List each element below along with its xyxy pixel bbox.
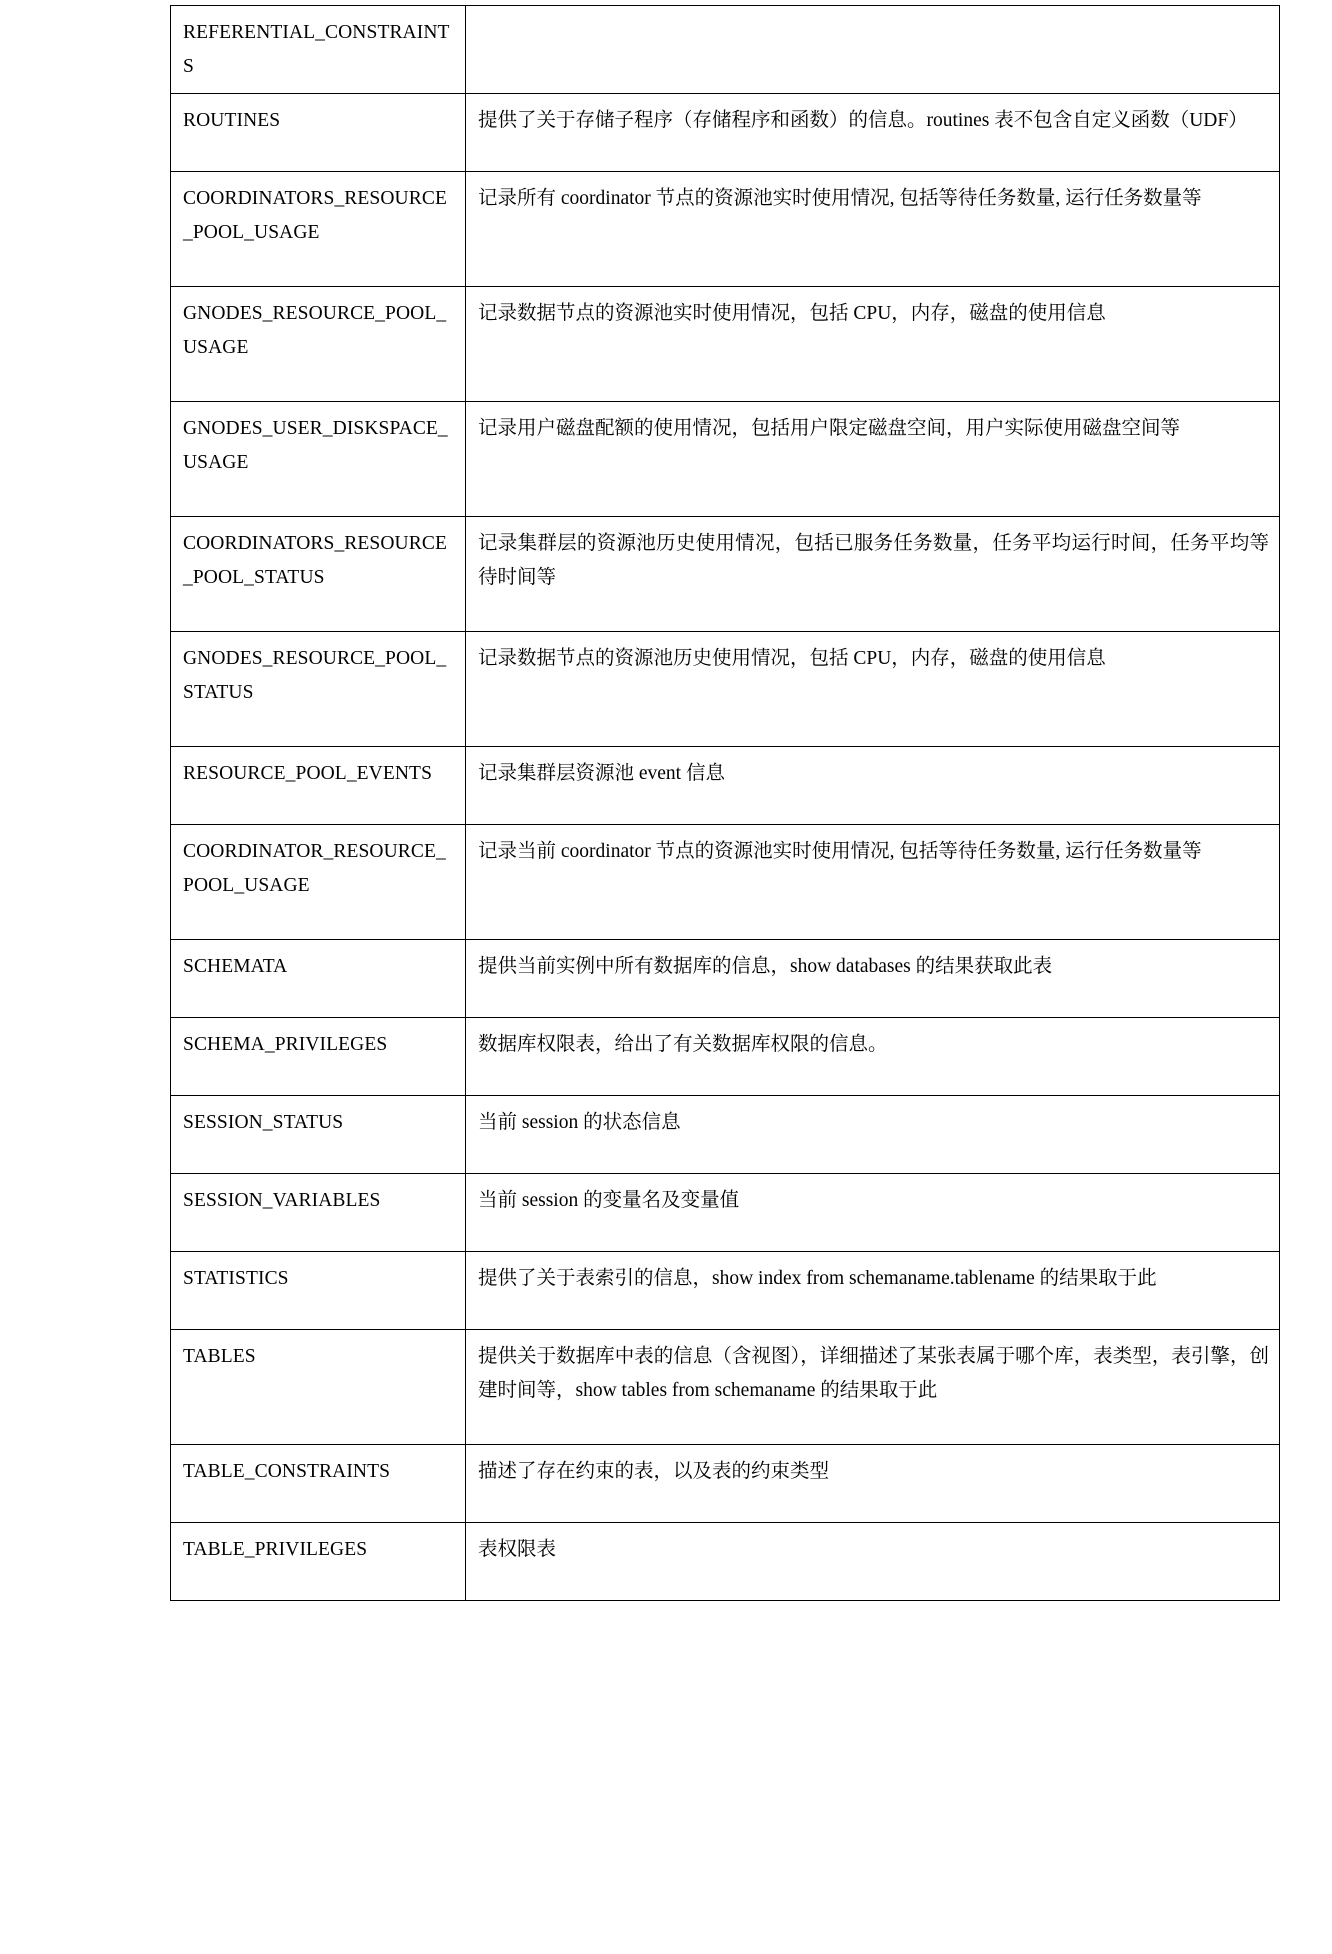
table-description-text: 当前 session 的变量名及变量值	[478, 1190, 740, 1212]
table-cell-name	[171, 94, 466, 172]
table-name-text: REFERENTIAL_CONSTRAINTS	[183, 22, 450, 77]
table-description-text: 数据库权限表，给出了有关数据库权限的信息。	[478, 1034, 888, 1056]
table-name-text: COORDINATORS_RESOURCE_POOL_STATUS	[183, 533, 447, 588]
table-cell-name	[171, 1018, 466, 1096]
table-cell-description	[466, 1523, 1280, 1601]
table-row	[171, 1252, 1280, 1330]
table-cell-name	[171, 1330, 466, 1445]
table-row	[171, 825, 1280, 940]
table-cell-description	[466, 172, 1280, 287]
table-name-text: TABLES	[183, 1346, 256, 1368]
table-name-text: TABLE_PRIVILEGES	[183, 1539, 368, 1561]
table-cell-description	[466, 825, 1280, 940]
table-cell-name	[171, 1445, 466, 1523]
table-description-text: 记录集群层资源池 event 信息	[478, 763, 725, 785]
table-cell-name	[171, 1096, 466, 1174]
table-name-text: SCHEMATA	[183, 956, 288, 978]
table-description-text: 描述了存在约束的表，以及表的约束类型	[478, 1461, 830, 1483]
table-row	[171, 1174, 1280, 1252]
table-cell-description	[466, 517, 1280, 632]
table-cell-description	[466, 940, 1280, 1018]
table-cell-name	[171, 1174, 466, 1252]
table-row	[171, 6, 1280, 94]
table-cell-description	[466, 747, 1280, 825]
table-row	[171, 632, 1280, 747]
table-name-text: ROUTINES	[183, 110, 281, 132]
table-cell-description	[466, 1330, 1280, 1445]
table-description-text: 记录集群层的资源池历史使用情况，包括已服务任务数量，任务平均运行时间，任务平均等待时间等	[478, 533, 1269, 588]
table-cell-name	[171, 6, 466, 94]
table-name-text: SESSION_STATUS	[183, 1112, 344, 1134]
table-cell-name	[171, 1252, 466, 1330]
table-cell-name	[171, 747, 466, 825]
table-name-text: STATISTICS	[183, 1268, 289, 1290]
table-cell-description	[466, 1174, 1280, 1252]
table-cell-description	[466, 1445, 1280, 1523]
table-name-text: SCHEMA_PRIVILEGES	[183, 1034, 388, 1056]
table-cell-name	[171, 287, 466, 402]
table-description-text: 记录当前 coordinator 节点的资源池实时使用情况, 包括等待任务数量, 运行任务数量等	[478, 841, 1202, 863]
table-name-text: GNODES_USER_DISKSPACE_USAGE	[183, 418, 448, 473]
table-cell-description	[466, 632, 1280, 747]
table-row	[171, 1523, 1280, 1601]
table-cell-name	[171, 402, 466, 517]
table-description-text: 当前 session 的状态信息	[478, 1112, 681, 1134]
table-cell-description	[466, 6, 1280, 94]
table-cell-name	[171, 517, 466, 632]
table-name-text: GNODES_RESOURCE_POOL_STATUS	[183, 648, 447, 703]
table-row	[171, 747, 1280, 825]
table-body	[171, 6, 1280, 1601]
table-description-text: 提供了关于表索引的信息，show index from schemaname.tablename 的结果取于此	[478, 1268, 1157, 1290]
table-cell-description	[466, 287, 1280, 402]
table-cell-description	[466, 94, 1280, 172]
table-cell-description	[466, 1096, 1280, 1174]
table-description-text: 记录用户磁盘配额的使用情况，包括用户限定磁盘空间，用户实际使用磁盘空间等	[478, 418, 1181, 440]
table-row	[171, 94, 1280, 172]
table-cell-name	[171, 632, 466, 747]
table-description-text: 提供关于数据库中表的信息（含视图），详细描述了某张表属于哪个库，表类型，表引擎，创建时间等，show tables from schemaname 的结果取于此	[478, 1346, 1269, 1401]
table-name-text: GNODES_RESOURCE_POOL_USAGE	[183, 303, 447, 358]
table-row	[171, 517, 1280, 632]
table-description-text: 记录所有 coordinator 节点的资源池实时使用情况, 包括等待任务数量, 运行任务数量等	[478, 188, 1202, 210]
table-row	[171, 1330, 1280, 1445]
system-tables-reference-table	[170, 5, 1280, 1601]
table-cell-description	[466, 1252, 1280, 1330]
table-cell-name	[171, 940, 466, 1018]
table-row	[171, 1018, 1280, 1096]
table-row	[171, 287, 1280, 402]
table-description-text: 记录数据节点的资源池实时使用情况，包括 CPU，内存，磁盘的使用信息	[478, 303, 1106, 325]
table-description-text: 提供当前实例中所有数据库的信息，show databases 的结果获取此表	[478, 956, 1053, 978]
table-row	[171, 402, 1280, 517]
table-cell-name	[171, 825, 466, 940]
table-row	[171, 172, 1280, 287]
table-name-text: TABLE_CONSTRAINTS	[183, 1461, 391, 1483]
table-cell-description	[466, 1018, 1280, 1096]
table-cell-name	[171, 1523, 466, 1601]
table-description-text: 记录数据节点的资源池历史使用情况，包括 CPU，内存，磁盘的使用信息	[478, 648, 1106, 670]
table-name-text: COORDINATOR_RESOURCE_POOL_USAGE	[183, 841, 446, 896]
table-name-text: COORDINATORS_RESOURCE_POOL_USAGE	[183, 188, 447, 243]
table-row	[171, 940, 1280, 1018]
table-name-text: RESOURCE_POOL_EVENTS	[183, 763, 433, 785]
table-cell-name	[171, 172, 466, 287]
table-name-text: SESSION_VARIABLES	[183, 1190, 381, 1212]
table-cell-description	[466, 402, 1280, 517]
table-row	[171, 1096, 1280, 1174]
table-description-text: 提供了关于存储子程序（存储程序和函数）的信息。routines 表不包含自定义函数（UDF）	[478, 110, 1248, 132]
table-description-text: 表权限表	[478, 1539, 557, 1561]
table-row	[171, 1445, 1280, 1523]
